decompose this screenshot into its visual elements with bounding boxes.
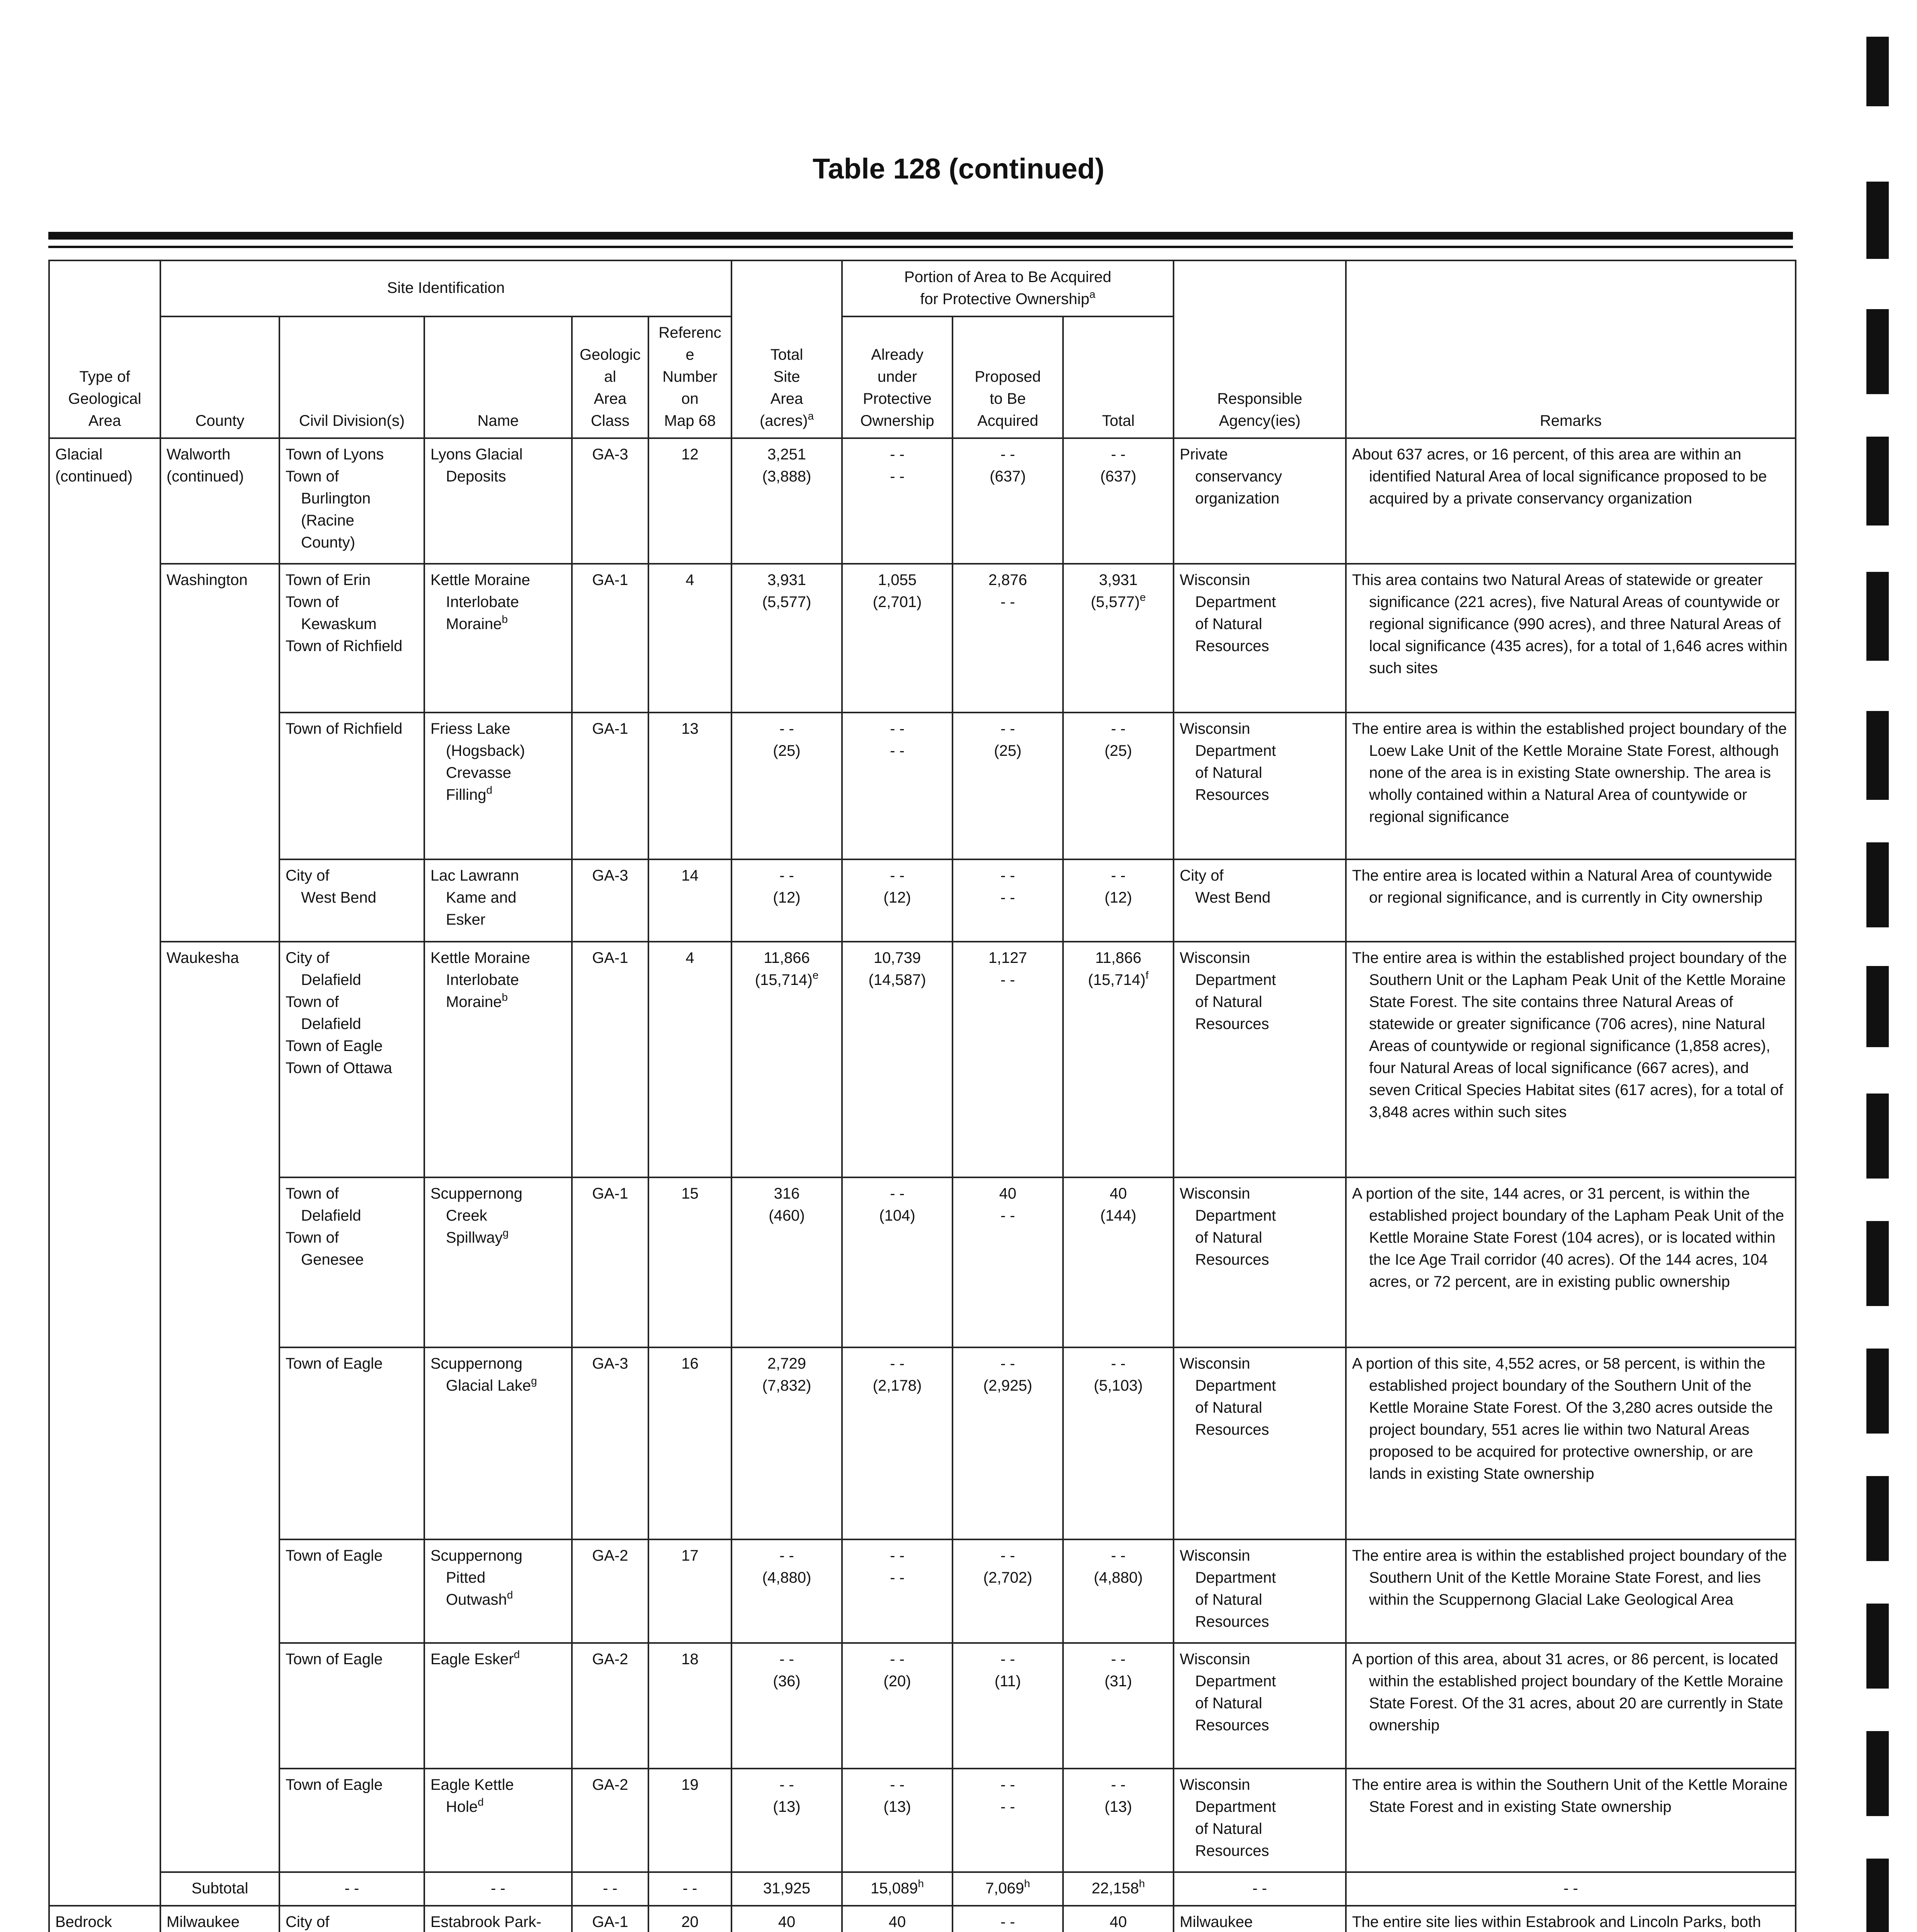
remarks-cell: About 637 acres, or 16 percent, of this area are within an identified Natural Area of local significance proposed to be acquired by a private conservancy organization: [1346, 438, 1796, 564]
civil-division-cell: Town of Richfield: [279, 713, 424, 859]
header-portion-to-be-acquired: Portion of Area to Be Acquired for Protective Ownership$^a$: [842, 260, 1174, 316]
table-row: [49, 1906, 1796, 1932]
already-owned-cell: - - - -: [842, 713, 953, 859]
proposed-acquired-cell: - - (2,925): [953, 1347, 1063, 1539]
site-name-cell: Eagle Esker$^d$: [424, 1643, 572, 1769]
header-reference-number: Reference Number on Map 68: [648, 316, 731, 438]
scan-edge-mark: [1866, 1731, 1889, 1816]
title-rule-thick: [48, 232, 1793, 240]
portion-total-cell: - - (637): [1063, 438, 1174, 564]
reference-number-cell: 16: [648, 1347, 731, 1539]
civil-division-cell: Town of Delafield Town of Genesee: [279, 1177, 424, 1347]
table-row: [49, 438, 1796, 564]
civil-division-cell: City of Delafield Town of Delafield Town of Eagle Town of Ottawa: [279, 942, 424, 1177]
area-class-cell: GA-1: [572, 713, 648, 859]
table-header: [49, 260, 1796, 438]
responsible-agency-cell: Wisconsin Department of Natural Resources: [1174, 1539, 1346, 1643]
portion-total-cell: - - (31): [1063, 1643, 1174, 1769]
portion-total-cell: 11,866 $(15,714)^f$: [1063, 942, 1174, 1177]
site-name-cell: Scuppernong Glacial Lake$^g$: [424, 1347, 572, 1539]
already-owned-cell: 10,739 (14,587): [842, 942, 953, 1177]
table-row: [49, 1643, 1796, 1769]
subtotal-label: Subtotal: [160, 1872, 279, 1906]
remarks-cell: The entire site lies within Estabrook and Lincoln Parks, both: [1346, 1906, 1796, 1932]
responsible-agency-cell: Wisconsin Department of Natural Resources: [1174, 1769, 1346, 1872]
total-area-cell: - - (13): [731, 1769, 842, 1872]
county-walworth: Walworth (continued): [160, 438, 279, 564]
remarks-cell: A portion of the site, 144 acres, or 31 percent, is within the established project boundary of the Lapham Peak Unit of the Kettle Moraine State Forest (104 acres), or is located within the Ice Age Trail corridor (40 acres). Of the 144 acres, 104 acres, or 72 percent, are in existing public ownership: [1346, 1177, 1796, 1347]
portion-total-cell: - - (4,880): [1063, 1539, 1174, 1643]
scan-edge-mark: [1866, 711, 1889, 800]
area-class-cell: GA-3: [572, 859, 648, 942]
scan-edge-mark: [1866, 1604, 1889, 1689]
area-class-cell: GA-2: [572, 1539, 648, 1643]
table-row: [49, 1177, 1796, 1347]
portion-total-cell: 40: [1063, 1906, 1174, 1932]
responsible-agency-cell: City of West Bend: [1174, 859, 1346, 942]
table-body: [49, 438, 1796, 1932]
header-remarks: Remarks: [1346, 260, 1796, 438]
responsible-agency-cell: Private conservancy organization: [1174, 438, 1346, 564]
remarks-cell: The entire area is within the established project boundary of the Southern Unit or the Lapham Peak Unit of the Kettle Moraine State Forest. The site contains three Natural Areas of statewide or greater significance (706 acres), nine Natural Areas of countywide or regional significance (1,858 acres), four Natural Areas of local significance (667 acres), and seven Critical Species Habitat sites (617 acres), for a total of 3,848 acres within such sites: [1346, 942, 1796, 1177]
already-owned-cell: - - (20): [842, 1643, 953, 1769]
remarks-cell: The entire area is within the established project boundary of the Loew Lake Unit of the Kettle Moraine State Forest, although none of the area is in existing State ownership. The area is wholly contained within a Natural Area of countywide or regional significance: [1346, 713, 1796, 859]
site-name-cell: Eagle Kettle Hole$^d$: [424, 1769, 572, 1872]
reference-number-cell: 4: [648, 942, 731, 1177]
scan-edge-mark: [1866, 309, 1889, 394]
proposed-acquired-cell: - - - -: [953, 859, 1063, 942]
already-owned-cell: 40: [842, 1906, 953, 1932]
header-portion-total: Total: [1063, 316, 1174, 438]
subtotal-total: 31,925: [731, 1872, 842, 1906]
site-name-cell: Friess Lake (Hogsback) Crevasse Filling$^d$: [424, 713, 572, 859]
type-bedrock: Bedrock: [49, 1906, 160, 1932]
responsible-agency-cell: Wisconsin Department of Natural Resources: [1174, 1643, 1346, 1769]
county-milwaukee: Milwaukee: [160, 1906, 279, 1932]
proposed-acquired-cell: - - - -: [953, 1769, 1063, 1872]
subtotal-proposed: 7,069$^h$: [953, 1872, 1063, 1906]
civil-division-cell: City of West Bend: [279, 859, 424, 942]
remarks-cell: A portion of this area, about 31 acres, or 86 percent, is located within the established project boundary of the Kettle Moraine State Forest. Of the 31 acres, about 20 are currently in State ownership: [1346, 1643, 1796, 1769]
header-site-identification: Site Identification: [160, 260, 731, 316]
reference-number-cell: 15: [648, 1177, 731, 1347]
type-glacial: Glacial (continued): [49, 438, 160, 1906]
scan-edge-mark: [1866, 182, 1889, 259]
table-title: Table 128 (continued): [812, 153, 1105, 185]
site-name-cell: Kettle Moraine Interlobate Moraine$^b$: [424, 564, 572, 713]
subtotal-portion-total: 22,158$^h$: [1063, 1872, 1174, 1906]
header-county: County: [160, 316, 279, 438]
site-name-cell: Scuppernong Creek Spillway$^g$: [424, 1177, 572, 1347]
portion-total-cell: 40 (144): [1063, 1177, 1174, 1347]
total-area-cell: 3,931 (5,577): [731, 564, 842, 713]
scan-edge-mark: [1866, 966, 1889, 1047]
remarks-cell: A portion of this site, 4,552 acres, or 58 percent, is within the established project boundary of the Southern Unit of the Kettle Moraine State Forest. Of the 3,280 acres outside the project boundary, 551 acres lie within two Natural Areas proposed to be acquired for protective ownership, or are lands in existing State ownership: [1346, 1347, 1796, 1539]
remarks-cell: This area contains two Natural Areas of statewide or greater significance (221 acres), five Natural Areas of countywide or regional significance (990 acres), and three Natural Areas of local significance (435 acres), for a total of 1,646 acres within such sites: [1346, 564, 1796, 713]
header-proposed: Proposed to Be Acquired: [953, 316, 1063, 438]
already-owned-cell: - - (2,178): [842, 1347, 953, 1539]
total-area-cell: - - (36): [731, 1643, 842, 1769]
already-owned-cell: - - (12): [842, 859, 953, 942]
area-class-cell: GA-1: [572, 942, 648, 1177]
portion-total-cell: - - (25): [1063, 713, 1174, 859]
portion-total-cell: 3,931 $(5,577)^e$: [1063, 564, 1174, 713]
total-area-cell: 316 (460): [731, 1177, 842, 1347]
site-name-cell: Scuppernong Pitted Outwash$^d$: [424, 1539, 572, 1643]
header-agency: Responsible Agency(ies): [1174, 260, 1346, 438]
responsible-agency-cell: Wisconsin Department of Natural Resources: [1174, 942, 1346, 1177]
scan-edge-mark: [1866, 1094, 1889, 1179]
site-name-cell: Kettle Moraine Interlobate Moraine$^b$: [424, 942, 572, 1177]
proposed-acquired-cell: - - (11): [953, 1643, 1063, 1769]
area-class-cell: GA-1: [572, 564, 648, 713]
subtotal-agency: - -: [1174, 1872, 1346, 1906]
table-row: [49, 564, 1796, 713]
scan-edge-mark: [1866, 1349, 1889, 1434]
responsible-agency-cell: Wisconsin Department of Natural Resources: [1174, 1177, 1346, 1347]
subtotal-remarks: - -: [1346, 1872, 1796, 1906]
county-waukesha: Waukesha: [160, 942, 279, 1872]
scan-edge-mark: [1866, 572, 1889, 661]
table-row: [49, 1769, 1796, 1872]
already-owned-cell: - - - -: [842, 1539, 953, 1643]
civil-division-cell: City of: [279, 1906, 424, 1932]
portion-total-cell: - - (13): [1063, 1769, 1174, 1872]
scan-edge-mark: [1866, 842, 1889, 927]
remarks-cell: The entire area is within the Southern Unit of the Kettle Moraine State Forest and in existing State ownership: [1346, 1769, 1796, 1872]
reference-number-cell: 17: [648, 1539, 731, 1643]
total-area-cell: 3,251 (3,888): [731, 438, 842, 564]
table-row: [49, 859, 1796, 942]
reference-number-cell: 18: [648, 1643, 731, 1769]
proposed-acquired-cell: 2,876 - -: [953, 564, 1063, 713]
scan-edge-mark: [1866, 1221, 1889, 1306]
county-washington: Washington: [160, 564, 279, 942]
responsible-agency-cell: Wisconsin Department of Natural Resources: [1174, 713, 1346, 859]
reference-number-cell: 20: [648, 1906, 731, 1932]
subtotal-class: - -: [572, 1872, 648, 1906]
area-class-cell: GA-3: [572, 438, 648, 564]
responsible-agency-cell: Wisconsin Department of Natural Resources: [1174, 564, 1346, 713]
total-area-cell: - - (4,880): [731, 1539, 842, 1643]
subtotal-name: - -: [424, 1872, 572, 1906]
scan-edge-mark: [1866, 1859, 1889, 1932]
table-row: [49, 1347, 1796, 1539]
already-owned-cell: - - (13): [842, 1769, 953, 1872]
total-area-cell: 2,729 (7,832): [731, 1347, 842, 1539]
civil-division-cell: Town of Eagle: [279, 1539, 424, 1643]
already-owned-cell: 1,055 (2,701): [842, 564, 953, 713]
table-row: [49, 1539, 1796, 1643]
already-owned-cell: - - (104): [842, 1177, 953, 1347]
table-row: [49, 942, 1796, 1177]
geological-areas-table: [48, 260, 1796, 1932]
area-class-cell: GA-1: [572, 1906, 648, 1932]
subtotal-row: [49, 1872, 1796, 1906]
portion-total-cell: - - (12): [1063, 859, 1174, 942]
header-name: Name: [424, 316, 572, 438]
proposed-acquired-cell: - - (637): [953, 438, 1063, 564]
proposed-acquired-cell: 40 - -: [953, 1177, 1063, 1347]
civil-division-cell: Town of Eagle: [279, 1347, 424, 1539]
site-name-cell: Lac Lawrann Kame and Esker: [424, 859, 572, 942]
responsible-agency-cell: Milwaukee: [1174, 1906, 1346, 1932]
remarks-cell: The entire area is located within a Natural Area of countywide or regional significance, and is currently in City ownership: [1346, 859, 1796, 942]
civil-division-cell: Town of Erin Town of Kewaskum Town of Richfield: [279, 564, 424, 713]
already-owned-cell: - - - -: [842, 438, 953, 564]
header-total-site-area: Total Site Area (acres)$^a$: [731, 260, 842, 438]
area-class-cell: GA-2: [572, 1769, 648, 1872]
proposed-acquired-cell: - - (25): [953, 713, 1063, 859]
site-name-cell: Lyons Glacial Deposits: [424, 438, 572, 564]
area-class-cell: GA-2: [572, 1643, 648, 1769]
portion-total-cell: - - (5,103): [1063, 1347, 1174, 1539]
remarks-cell: The entire area is within the established project boundary of the Southern Unit of the Kettle Moraine State Forest, and lies within the Scuppernong Glacial Lake Geological Area: [1346, 1539, 1796, 1643]
area-class-cell: GA-1: [572, 1177, 648, 1347]
scan-edge-mark: [1866, 437, 1889, 526]
reference-number-cell: 13: [648, 713, 731, 859]
civil-division-cell: Town of Lyons Town of Burlington (Racine County): [279, 438, 424, 564]
proposed-acquired-cell: - - (2,702): [953, 1539, 1063, 1643]
civil-division-cell: Town of Eagle: [279, 1769, 424, 1872]
responsible-agency-cell: Wisconsin Department of Natural Resources: [1174, 1347, 1346, 1539]
area-class-cell: GA-3: [572, 1347, 648, 1539]
header-type: Type of Geological Area: [49, 260, 160, 438]
reference-number-cell: 19: [648, 1769, 731, 1872]
table-row: [49, 713, 1796, 859]
proposed-acquired-cell: - -: [953, 1906, 1063, 1932]
header-civil-division: Civil Division(s): [279, 316, 424, 438]
subtotal-ref: - -: [648, 1872, 731, 1906]
site-name-cell: Estabrook Park-: [424, 1906, 572, 1932]
title-rule-thin: [48, 246, 1793, 248]
scan-edge-mark: [1866, 1476, 1889, 1561]
total-area-cell: - - (25): [731, 713, 842, 859]
proposed-acquired-cell: 1,127 - -: [953, 942, 1063, 1177]
subtotal-already: 15,089$^h$: [842, 1872, 953, 1906]
reference-number-cell: 4: [648, 564, 731, 713]
civil-division-cell: Town of Eagle: [279, 1643, 424, 1769]
reference-number-cell: 14: [648, 859, 731, 942]
subtotal-civil: - -: [279, 1872, 424, 1906]
header-area-class: Geological Area Class: [572, 316, 648, 438]
total-area-cell: - - (12): [731, 859, 842, 942]
scan-edge-mark: [1866, 37, 1889, 106]
total-area-cell: 40: [731, 1906, 842, 1932]
total-area-cell: 11,866 $(15,714)^e$: [731, 942, 842, 1177]
reference-number-cell: 12: [648, 438, 731, 564]
header-already-owned: Already under Protective Ownership: [842, 316, 953, 438]
